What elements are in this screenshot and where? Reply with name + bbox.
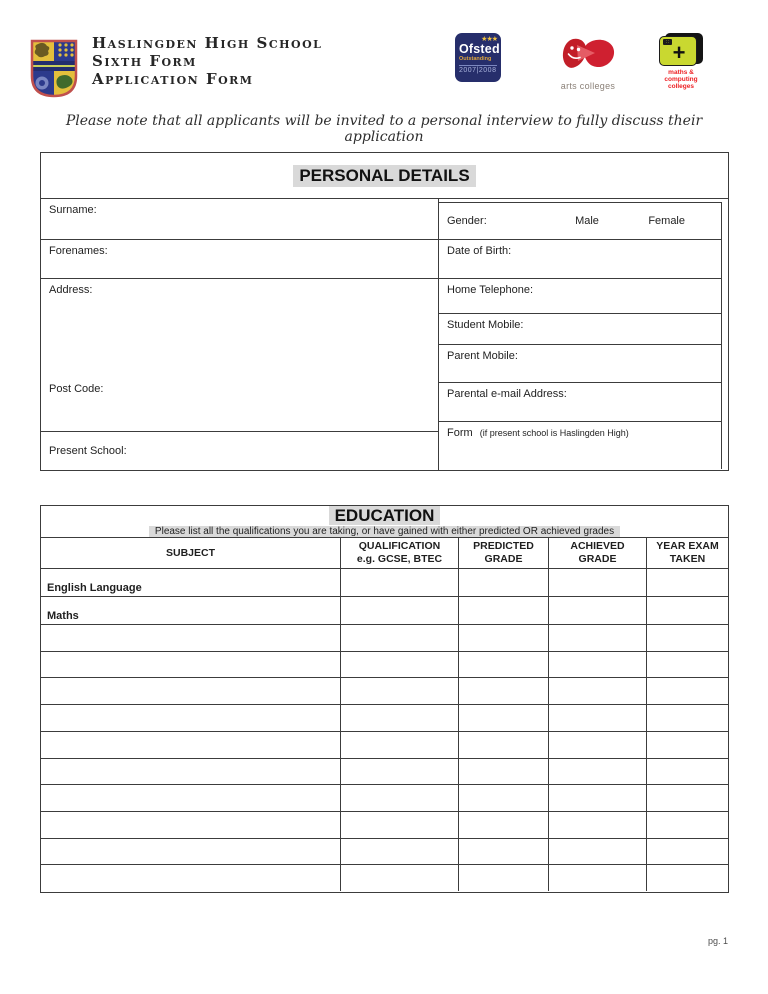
plus-icon: + (672, 40, 686, 65)
column-header-achieved-line1: ACHIEVED (570, 540, 625, 553)
year-exam-cell (646, 569, 728, 596)
achieved-grade-cell (548, 759, 646, 785)
personal-details-section (40, 152, 729, 471)
personal-details-body (41, 199, 728, 470)
parent-mobile-label: Parent Mobile: (447, 350, 518, 363)
achieved-grade-cell (548, 812, 646, 838)
personal-details-right-column (439, 199, 728, 470)
education-row (41, 759, 728, 786)
subject-cell (41, 597, 340, 624)
qualification-cell (340, 569, 458, 596)
gender-field-cell (439, 203, 721, 240)
predicted-grade-cell (458, 785, 548, 811)
home-telephone-field-cell (439, 279, 721, 314)
address-field-cell (41, 279, 438, 432)
column-header-achieved-line2: GRADE (578, 553, 617, 565)
achieved-grade-cell (548, 652, 646, 678)
ofsted-years-label: 2007|2008 (459, 67, 497, 74)
predicted-grade-cell (458, 569, 548, 596)
subject-cell (41, 705, 340, 731)
column-header-qualification-line1: QUALIFICATION (358, 540, 441, 553)
qualification-cell (340, 732, 458, 758)
education-row (41, 732, 728, 759)
subject-cell (41, 785, 340, 811)
interview-note: Please note that all applicants will be invited to a personal interview to fully discuss their application (65, 113, 703, 145)
present-school-label: Present School: (49, 445, 127, 457)
education-row (41, 652, 728, 679)
qualification-cell (340, 705, 458, 731)
subject-cell (41, 865, 340, 891)
form-label: Form (447, 427, 473, 440)
education-row (41, 569, 728, 597)
qualification-cell (340, 597, 458, 624)
column-header-predicted-grade (458, 538, 548, 568)
school-title (92, 34, 322, 88)
home-telephone-label: Home Telephone: (447, 283, 534, 296)
column-header-achieved-grade (548, 538, 646, 568)
star-icons: ★★★ (481, 36, 497, 43)
school-title-line2: Sixth Form (92, 52, 197, 70)
surname-field-cell (41, 199, 438, 240)
qualification-cell (340, 625, 458, 651)
year-exam-cell (646, 812, 728, 838)
subject-cell (41, 678, 340, 704)
education-title: EDUCATION (329, 506, 441, 525)
predicted-grade-cell (458, 597, 548, 624)
education-row (41, 785, 728, 812)
subject-cell (41, 652, 340, 678)
achieved-grade-cell (548, 569, 646, 596)
predicted-grade-cell (458, 652, 548, 678)
qualification-cell (340, 759, 458, 785)
achieved-grade-cell (548, 839, 646, 865)
column-header-year-line1: YEAR EXAM (656, 540, 719, 553)
gender-label: Gender: (447, 214, 487, 227)
personal-details-title: PERSONAL DETAILS (293, 165, 475, 187)
personal-details-title-row (41, 153, 728, 199)
calculator-grid-icon: ∷ (663, 39, 672, 45)
form-note-label: (if present school is Haslingden High) (479, 428, 629, 439)
maths-label-line2: computing (664, 76, 698, 83)
subject-cell (41, 625, 340, 651)
education-row (41, 597, 728, 625)
predicted-grade-cell (458, 678, 548, 704)
page-number: pg. 1 (707, 936, 728, 946)
column-header-subject (41, 538, 340, 568)
subject-cell (41, 569, 340, 596)
date-of-birth-label: Date of Birth: (447, 244, 512, 257)
year-exam-cell (646, 652, 728, 678)
subject-cell (41, 732, 340, 758)
student-mobile-field-cell (439, 314, 721, 346)
predicted-grade-cell (458, 732, 548, 758)
education-row (41, 839, 728, 866)
personal-details-right-stack (439, 202, 722, 469)
achieved-grade-cell (548, 705, 646, 731)
education-row (41, 625, 728, 652)
achieved-grade-cell (548, 625, 646, 651)
predicted-grade-cell (458, 705, 548, 731)
qualification-cell (340, 785, 458, 811)
column-header-subject-line1: SUBJECT (165, 546, 215, 559)
parent-mobile-field-cell (439, 345, 721, 383)
column-header-predicted-line1: PREDICTED (473, 540, 534, 553)
school-title-line3: Application Form (92, 70, 254, 88)
education-header-row (41, 538, 728, 569)
gender-female-option: Female (648, 214, 685, 227)
subject-cell (41, 839, 340, 865)
forenames-field-cell (41, 240, 438, 279)
qualification-cell (340, 652, 458, 678)
maths-computing-icon (659, 33, 703, 67)
achieved-grade-cell (548, 732, 646, 758)
arts-colleges-label: arts colleges (560, 81, 616, 91)
arts-colleges-badge (553, 36, 623, 91)
predicted-grade-cell (458, 865, 548, 891)
column-header-qualification (340, 538, 458, 568)
school-crest-icon (30, 39, 78, 98)
arts-colleges-icon (557, 36, 619, 76)
qualification-cell (340, 865, 458, 891)
maths-computing-badge (657, 33, 705, 95)
achieved-grade-cell (548, 865, 646, 891)
forenames-label: Forenames: (49, 245, 108, 257)
education-row (41, 678, 728, 705)
qualification-cell (340, 812, 458, 838)
education-row (41, 705, 728, 732)
present-school-field-cell (41, 432, 438, 470)
year-exam-cell (646, 625, 728, 651)
school-title-line1: Haslingden High School (92, 34, 323, 52)
qualification-cell (340, 678, 458, 704)
year-exam-cell (646, 732, 728, 758)
achieved-grade-cell (548, 678, 646, 704)
form-field-cell (439, 422, 721, 469)
student-mobile-label: Student Mobile: (447, 318, 524, 331)
predicted-grade-cell (458, 759, 548, 785)
year-exam-cell (646, 759, 728, 785)
education-subtitle: Please list all the qualifications you are taking, or have gained with either predicted OR achieved grades (149, 526, 620, 537)
column-header-qualification-line2: e.g. GCSE, BTEC (356, 553, 443, 565)
predicted-grade-cell (458, 625, 548, 651)
ofsted-badge (455, 33, 501, 82)
year-exam-cell (646, 678, 728, 704)
year-exam-cell (646, 785, 728, 811)
achieved-grade-cell (548, 597, 646, 624)
parental-email-label: Parental e-mail Address: (447, 388, 567, 401)
year-exam-cell (646, 865, 728, 891)
education-rows (41, 569, 728, 891)
education-title-block (41, 506, 728, 538)
qualification-cell (340, 839, 458, 865)
gender-male-option: Male (575, 214, 599, 227)
subject-label: English Language (47, 582, 142, 594)
subject-cell (41, 759, 340, 785)
ofsted-label: Ofsted (459, 42, 500, 56)
parental-email-field-cell (439, 383, 721, 422)
column-header-year-line2: TAKEN (669, 553, 706, 565)
year-exam-cell (646, 597, 728, 624)
education-row (41, 865, 728, 891)
post-code-label: Post Code: (49, 383, 104, 395)
maths-label-line1: maths & (668, 69, 694, 76)
date-of-birth-field-cell (439, 240, 721, 279)
achieved-grade-cell (548, 785, 646, 811)
predicted-grade-cell (458, 839, 548, 865)
predicted-grade-cell (458, 812, 548, 838)
column-header-year-exam (646, 538, 728, 568)
subject-cell (41, 812, 340, 838)
surname-label: Surname: (49, 204, 97, 216)
year-exam-cell (646, 839, 728, 865)
year-exam-cell (646, 705, 728, 731)
maths-label-line3: colleges (667, 83, 694, 90)
address-label: Address: (49, 284, 93, 296)
education-row (41, 812, 728, 839)
book-cover-shape (659, 36, 697, 66)
ofsted-grade-label: Outstanding (459, 56, 492, 62)
maths-colleges-label (657, 69, 705, 90)
personal-details-left-column (41, 199, 439, 470)
column-header-predicted-line2: GRADE (484, 553, 523, 565)
subject-label: Maths (47, 610, 79, 622)
education-section (40, 505, 729, 893)
